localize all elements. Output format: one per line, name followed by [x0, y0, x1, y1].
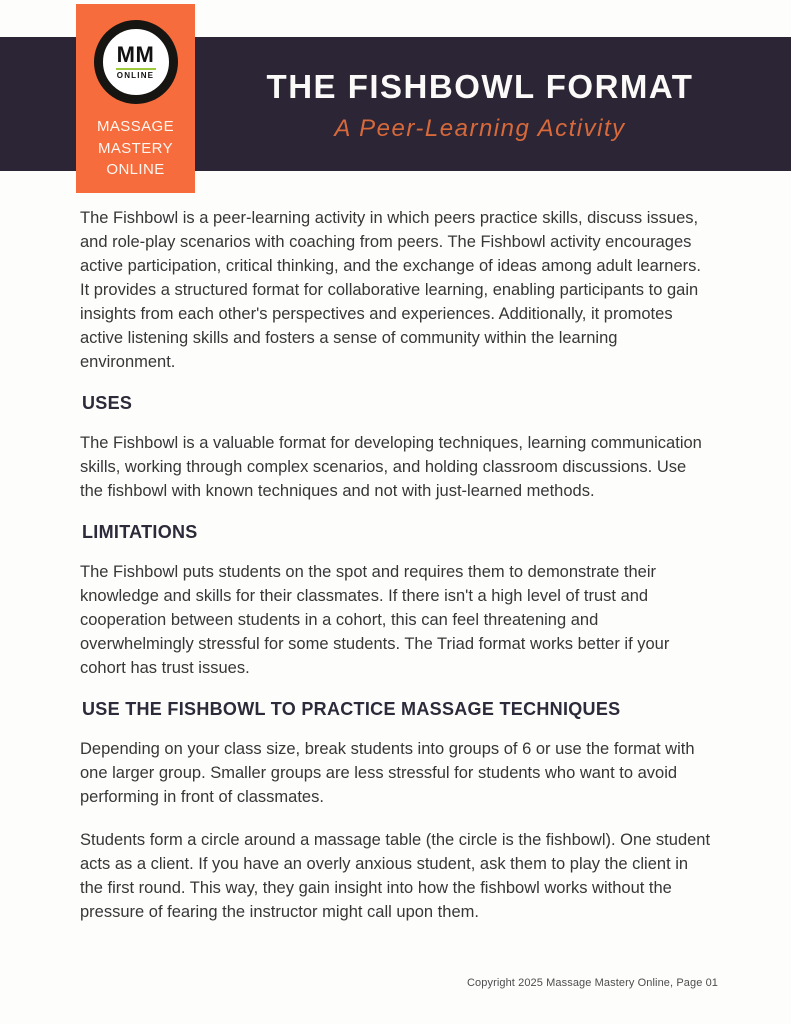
brand-logo-icon: [94, 20, 178, 104]
logo-divider-line: [116, 68, 156, 70]
page-title: THE FISHBOWL FORMAT: [266, 67, 694, 105]
uses-paragraph: The Fishbowl is a valuable format for developing techniques, learning communication skills, working through complex scenarios, and holding classroom discussions. Use the fishbowl with known techniques and not with just-learned methods.: [80, 434, 702, 500]
page-subtitle: A Peer-Learning Activity: [334, 114, 626, 142]
limitations-paragraph: The Fishbowl puts students on the spot and requires them to demonstrate their knowledge and skills for their classmates. If there isn't a high level of trust and cooperation between students in a cohort, this can feel threatening and overwhelmingly stressful for some students. The Triad format works better if your cohort has trust issues.: [80, 563, 670, 677]
section-heading-practice: USE THE FISHBOWL TO PRACTICE MASSAGE TECHNIQUES: [82, 699, 621, 719]
brand-name: [97, 116, 174, 181]
logo-monogram-sub: ONLINE: [116, 71, 155, 80]
practice-paragraph-1: Depending on your class size, break students into groups of 6 or use the format with one larger group. Smaller groups are less stressful for students who want to avoid performing in front of classmates.: [80, 740, 695, 806]
logo-monogram: MM: [116, 42, 155, 67]
section-heading-uses: USES: [82, 393, 133, 413]
brand-name-line-1: MASSAGE: [97, 118, 174, 135]
practice-paragraph-2: Students form a circle around a massage table (the circle is the fishbowl). One student acts as a client. If you have an overly anxious student, ask them to play the client in the first round. This way, they gain insight into how the fishbowl works without the pressure of fearing the instructor might call upon them.: [80, 831, 711, 921]
brand-logo-box: [76, 4, 195, 193]
footer-copyright: Copyright 2025 Massage Mastery Online, Page 01: [466, 977, 718, 989]
document-body: [80, 206, 712, 943]
brand-name-line-2: MASTERY: [97, 139, 174, 157]
section-heading-limitations: LIMITATIONS: [82, 522, 198, 542]
brand-name-line-3: ONLINE: [106, 161, 165, 178]
intro-paragraph: The Fishbowl is a peer-learning activity in which peers practice skills, discuss issues, and role-play scenarios with coaching from peers. The Fishbowl activity encourages active participation, critical thinking, and the exchange of ideas among adult learners. It provides a structured format for collaborative learning, enabling participants to gain insights from each other's perspectives and experiences. Additionally, it promotes active listening skills and fosters a sense of community within the learning environment.: [80, 209, 701, 371]
header-text-block: [200, 37, 760, 171]
